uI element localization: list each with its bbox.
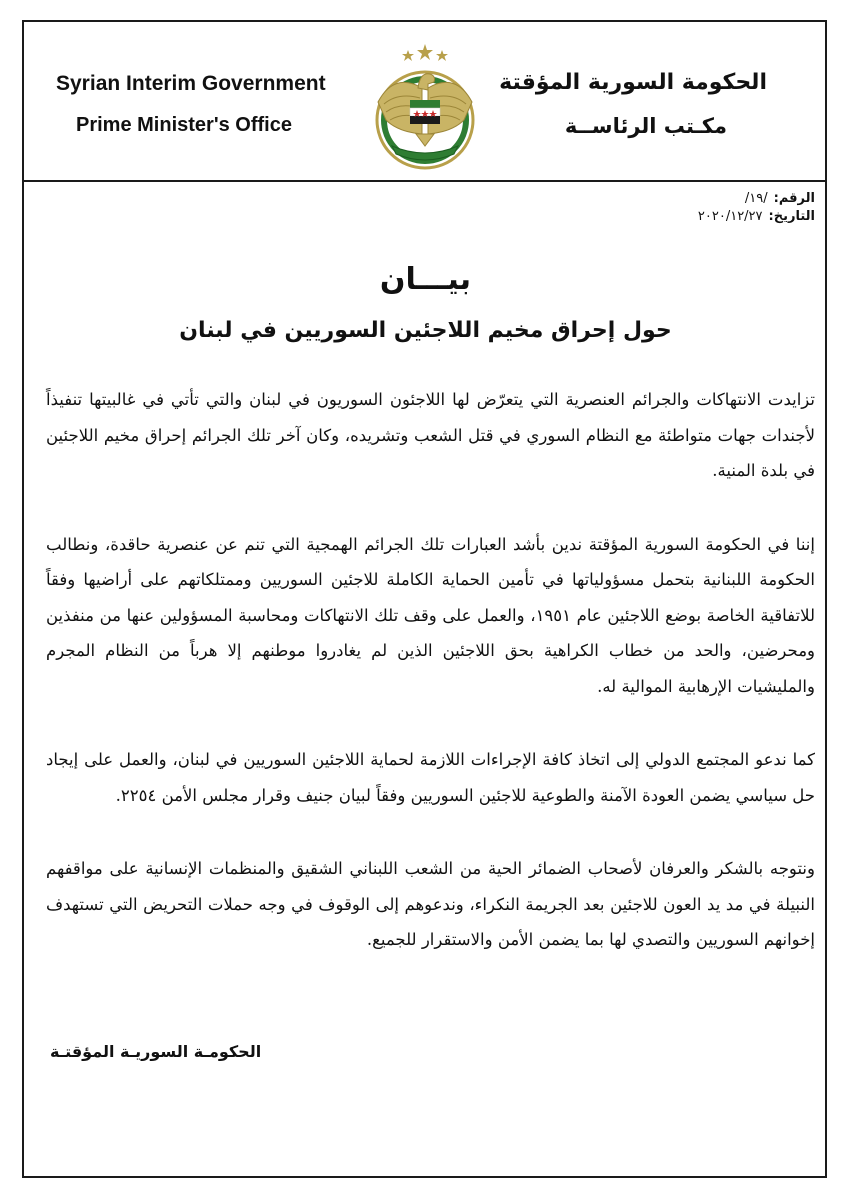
statement-title: بيـــان [379, 262, 472, 297]
reference-date-label: التاريخ: [768, 209, 815, 224]
statement-body [46, 382, 815, 996]
reference-date-value: ٢٠٢٠/١٢/٢٧ [697, 209, 763, 224]
reference-number-value: /١٩/ [744, 191, 768, 206]
reference-date [698, 208, 815, 226]
org-name-english: Syrian Interim Government [56, 72, 326, 95]
signature: الحكومـة السوريـة المؤقتـة [50, 1042, 262, 1061]
office-name-arabic: مكـتب الرئاســة [564, 114, 727, 138]
paragraph: تزايدت الانتهاكات والجرائم العنصرية التي يتعرّض لها اللاجئون السوريون في لبنان والتي تأتي في غالبيتها تنفيذاً لأجندات جهات متواطئة مع النظام السوري في قتل الشعب وتشريده، وكان آخر تلك الجرائم إحراق مخيم اللاجئين في بلدة المنية. [46, 390, 815, 480]
eagle-emblem-icon [364, 42, 486, 172]
reference-number [698, 190, 815, 208]
paragraph: كما ندعو المجتمع الدولي إلى اتخاذ كافة الإجراءات اللازمة لحماية اللاجئين السوريين في لبنان، والعمل على إيجاد حل سياسي يضمن العودة الآمنة والطوعية للاجئين السوريين وفقاً لبيان جنيف وقرار مجلس الأمن ٢٢٥٤. [46, 750, 815, 805]
reference-block [698, 190, 815, 226]
statement-subtitle: حول إحراق مخيم اللاجئين السوريين في لبنان [179, 318, 672, 343]
paragraph: ونتوجه بالشكر والعرفان لأصحاب الضمائر الحية من الشعب اللبناني الشقيق والمنظمات الإنسانية على مواقفهم النبيلة في مد يد العون للاجئين بعد الجريمة النكراء، وندعوهم إلى الوقوف في وجه حملات التحريض التي تستهدف إخوانهم السوريين والتصدي لها بما يضمن الأمن والاستقرار للجميع. [46, 859, 815, 949]
office-name-english: Prime Minister's Office [76, 114, 292, 136]
reference-number-label: الرقم: [773, 191, 815, 206]
org-name-arabic: الحكومة السورية المؤقتة [499, 70, 767, 95]
paragraph: إننا في الحكومة السورية المؤقتة ندين بأشد العبارات تلك الجرائم الهمجية التي تنم عن عنصرية حاقدة، ونطالب الحكومة اللبنانية بتحمل مسؤولياتها في تأمين الحماية الكاملة للاجئين السوريين وممتلكاتهم على أراضيها وفقاً للاتفاقية الخاصة بوضع اللاجئين عام ١٩٥١، والعمل على وقف تلك الانتهاكات ومحاسبة المسؤولين عنها من منفذين ومحرضين، والحد من خطاب الكراهية بحق اللاجئين الذين لم يغادروا موطنهم إلا هرباً من النظام المجرم والمليشيات الإرهابية الموالية له. [46, 534, 815, 696]
letterhead [24, 22, 825, 182]
